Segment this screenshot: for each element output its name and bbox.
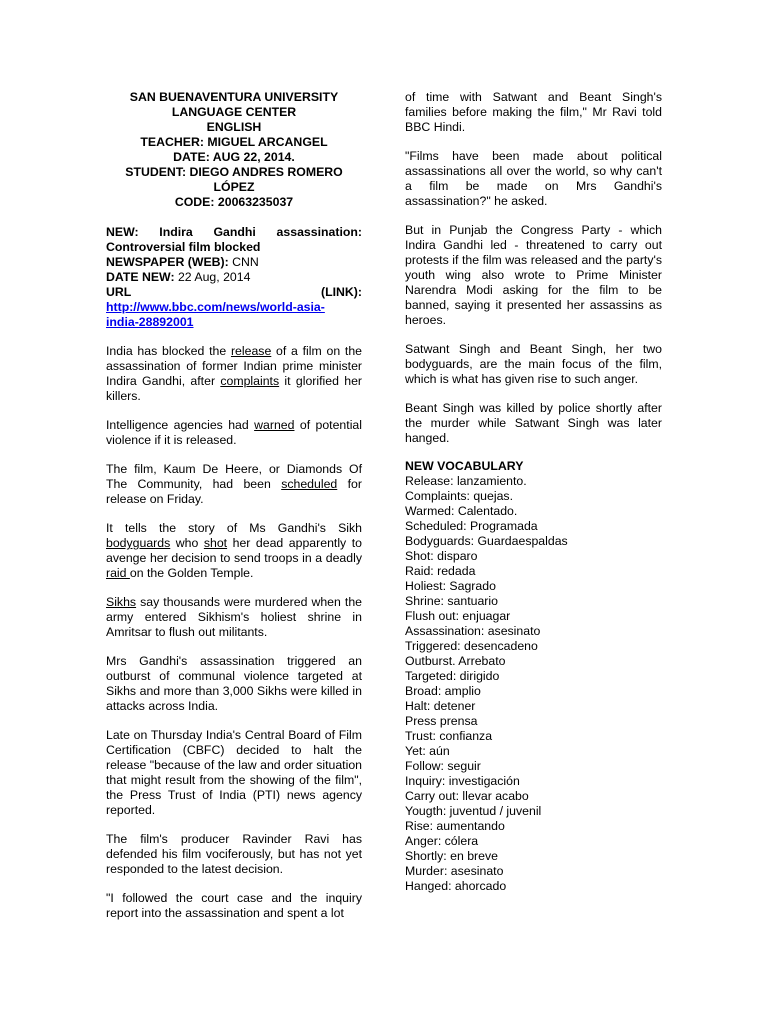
right-column (405, 90, 662, 894)
date-new-label: DATE NEW: (106, 270, 175, 284)
student-line-1: STUDENT: DIEGO ANDRES ROMERO (125, 165, 343, 179)
vocabulary-item: Carry out: llevar acabo (405, 789, 529, 803)
vocabulary-item: Holiest: Sagrado (405, 579, 496, 593)
vocabulary-item: Follow: seguir (405, 759, 481, 773)
article-link-line-2: india-28892001 (106, 315, 194, 329)
newspaper-label: NEWSPAPER (WEB): (106, 255, 229, 269)
article-paragraph-8: The film's producer Ravinder Ravi has defended his film vociferously, but has not yet responded to the latest decision. (106, 832, 362, 876)
vocabulary-item: Scheduled: Programada (405, 519, 538, 533)
vocabulary-item: Outburst. Arrebato (405, 654, 506, 668)
vocabulary-list (405, 474, 662, 894)
date-new-line (106, 270, 362, 285)
student-line-2: LÓPEZ (213, 180, 255, 194)
vocabulary-item: Trust: confianza (405, 729, 493, 743)
vocabulary-item: Flush out: enjuagar (405, 609, 511, 623)
vocabulary-item: Raid: redada (405, 564, 476, 578)
vocabulary-item: Anger: cólera (405, 834, 479, 848)
vocabulary-item: Murder: asesinato (405, 864, 504, 878)
url-label: URL (106, 285, 132, 299)
news-title-line-1 (106, 225, 362, 240)
vocabulary-title: NEW VOCABULARY (405, 459, 524, 473)
vocabulary-item: Inquiry: investigación (405, 774, 520, 788)
vocabulary-item: Hanged: ahorcado (405, 879, 507, 893)
article-paragraph-7: Late on Thursday India's Central Board of Film Certification (CBFC) decided to halt the release "because of the law and order situation that might result from the showing of the film", the Press Trust of India (PTI) news agency reported. (106, 728, 362, 817)
newspaper-value: CNN (228, 255, 259, 269)
vocabulary-item: Warmed: Calentado. (405, 504, 518, 518)
vocabulary-item: Complaints: quejas. (405, 489, 513, 503)
vocabulary-item: Targeted: dirigido (405, 669, 500, 683)
url-label-line (106, 285, 362, 300)
article-paragraph-11: But in Punjab the Congress Party - which Indira Gandhi led - threatened to carry out protests if the film was released and the party's youth wing also wrote to Prime Minister Narendra Modi asking for the film to be banned, saying it presented her assassins as heroes. (405, 223, 662, 327)
article-paragraph-2: Intelligence agencies had warned of potential violence if it is released. (106, 418, 362, 447)
article-paragraph-4: It tells the story of Ms Gandhi's Sikh bodyguards who shot her dead apparently to avenge her decision to send troops in a deadly raid on the Golden Temple. (106, 521, 362, 580)
new-label: NEW: (106, 225, 139, 239)
date-new-value: 22 Aug, 2014 (174, 270, 251, 284)
vocabulary-item: Halt: detener (405, 699, 476, 713)
subject: ENGLISH (206, 120, 262, 134)
vocabulary-item: Triggered: desencadeno (405, 639, 538, 653)
news-title-1: Indira Gandhi assassination: (159, 225, 362, 239)
article-link-line-1: http://www.bbc.com/news/world-asia- (106, 300, 325, 314)
language-center: LANGUAGE CENTER (171, 105, 297, 119)
vocabulary-item: Shrine: santuario (405, 594, 498, 608)
vocabulary-item: Broad: amplio (405, 684, 481, 698)
vocabulary-item: Bodyguards: Guardaespaldas (405, 534, 568, 548)
vocabulary-item: Shot: disparo (405, 549, 478, 563)
document-header (106, 90, 362, 210)
news-meta (106, 225, 362, 330)
article-paragraph-13: Beant Singh was killed by police shortly after the murder while Satwant Singh was later hanged. (405, 401, 662, 445)
vocabulary-item: Shortly: en breve (405, 849, 498, 863)
vocabulary-item: Assassination: asesinato (405, 624, 541, 638)
vocabulary-item: Release: lanzamiento. (405, 474, 527, 488)
article-paragraph-9-continued: of time with Satwant and Beant Singh's families before making the film," Mr Ravi told BBC Hindi. (405, 90, 662, 134)
article-paragraph-1: India has blocked the release of a film on the assassination of former Indian prime minister Indira Gandhi, after complaints it glorified her killers. (106, 344, 363, 403)
student-code: CODE: 20063235037 (174, 195, 294, 209)
article-paragraph-10: "Films have been made about political assassinations all over the world, so why can't a film be made on Mrs Gandhi's assassination?" he asked. (405, 149, 662, 208)
left-column (106, 90, 362, 921)
article-paragraph-9: "I followed the court case and the inquiry report into the assassination and spent a lot (106, 891, 362, 920)
article-paragraph-6: Mrs Gandhi's assassination triggered an outburst of communal violence targeted at Sikhs and more than 3,000 Sikhs were killed in attacks across India. (106, 654, 362, 713)
article-paragraph-12: Satwant Singh and Beant Singh, her two bodyguards, are the main focus of the film, which is what has given rise to such anger. (405, 342, 662, 386)
vocabulary-item: Press prensa (405, 714, 478, 728)
vocabulary-item: Yougth: juventud / juvenil (405, 804, 542, 818)
vocabulary-item: Rise: aumentando (405, 819, 505, 833)
vocabulary-item: Yet: aún (405, 744, 450, 758)
article-paragraph-5: Sikhs say thousands were murdered when the army entered Sikhism's holiest shrine in Amritsar to flush out militants. (106, 595, 362, 639)
link-label: (LINK): (321, 285, 362, 299)
article-link[interactable] (106, 300, 325, 329)
date: DATE: AUG 22, 2014. (173, 150, 295, 164)
newspaper-line (106, 255, 362, 270)
article-paragraph-3: The film, Kaum De Heere, or Diamonds Of The Community, had been scheduled for release on Friday. (106, 462, 362, 506)
news-title-2: Controversial film blocked (106, 240, 261, 254)
university-name: SAN BUENAVENTURA UNIVERSITY (129, 90, 339, 104)
teacher: TEACHER: MIGUEL ARCANGEL (140, 135, 328, 149)
